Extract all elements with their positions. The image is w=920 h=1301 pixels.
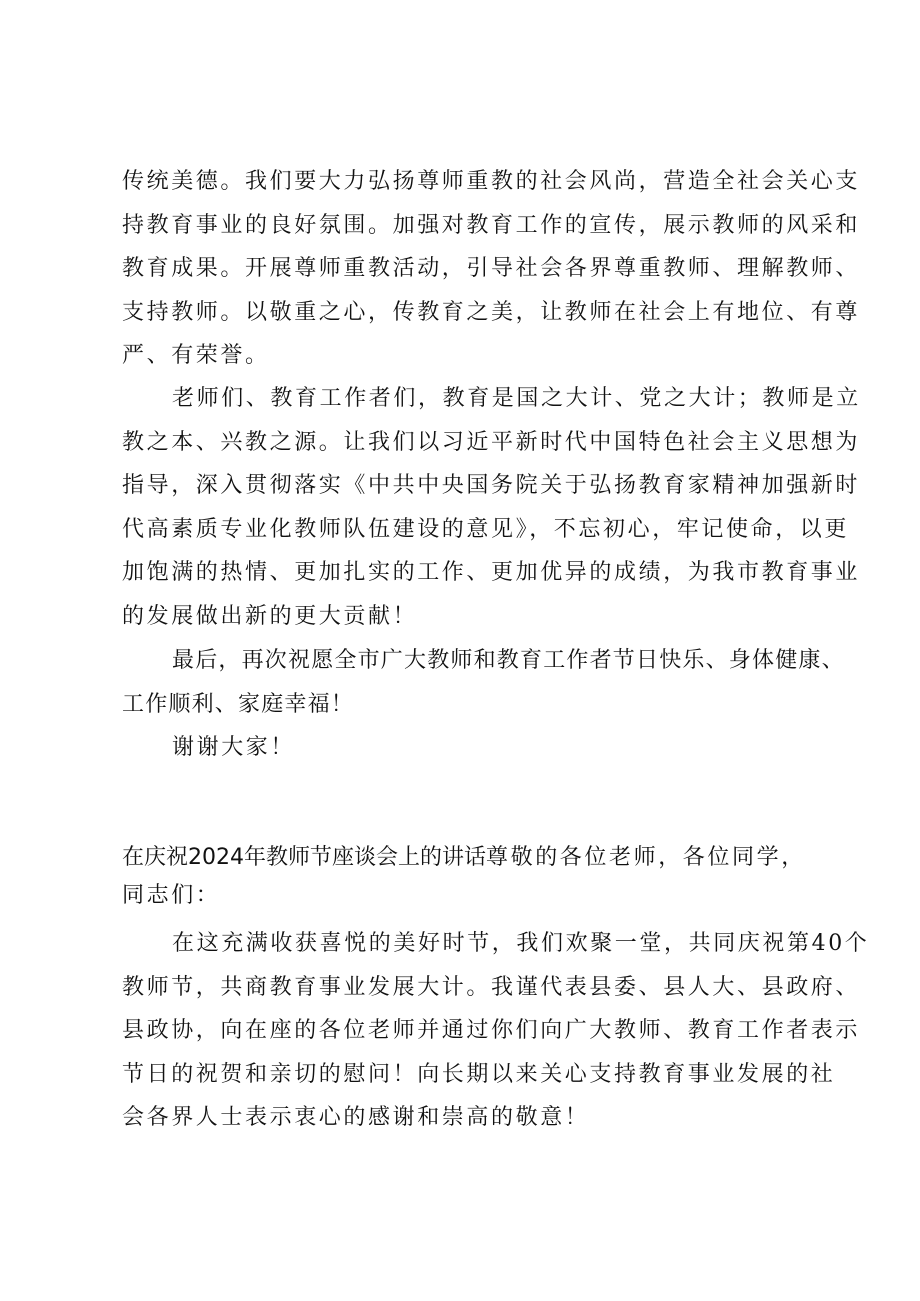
text-line: 老师们、教育工作者们，教育是国之大计、党之大计；教师是立 <box>172 386 861 411</box>
text-line: 指导，深入贯彻落实《中共中央国务院关于弘扬教育家精神加强新时 <box>122 473 861 499</box>
text-line: 传统美德。我们要大力弘扬尊师重教的社会风尚，营造全社会关心支 <box>122 169 861 194</box>
text-line: 支持教师。以敬重之心，传教育之美，让教师在社会上有地位、有尊 <box>122 299 861 325</box>
speech-title: 在庆祝2024年教师节座谈会上的讲话 <box>122 845 486 870</box>
text-line: 在这充满收获喜悦的美好时节，我们欢聚一堂，共同庆祝第40个 <box>172 931 870 956</box>
text-line: 工作顺利、家庭幸福！ <box>122 691 355 717</box>
salutation: 尊敬的各位老师，各位同学， <box>486 845 806 870</box>
text-line: 教育成果。开展尊师重教活动，引导社会各界尊重教师、理解教师、 <box>122 256 861 282</box>
text-line: 最后，再次祝愿全市广大教师和教育工作者节日快乐、身体健康、 <box>172 648 845 673</box>
text-line: 谢谢大家！ <box>172 735 296 760</box>
paragraph-teachers-day-greeting <box>122 922 870 1140</box>
salutation-continued: 同志们： <box>122 882 221 908</box>
text-line: 持教育事业的良好氛围。加强对教育工作的宣传，展示教师的风采和 <box>122 212 861 238</box>
text-line: 教师节，共商教育事业发展大计。我谨代表县委、县人大、县政府、 <box>122 974 861 1000</box>
paragraph-call-to-action <box>122 377 861 639</box>
text-line: 县政协，向在座的各位老师并通过你们向广大教师、教育工作者表示 <box>122 1018 861 1044</box>
text-line: 代高素质专业化教师队伍建设的意见》，不忘初心，牢记使命，以更 <box>122 516 850 542</box>
text-line: 的发展做出新的更大贡献！ <box>122 603 418 629</box>
paragraph-respect-teachers <box>122 160 861 378</box>
text-line: 严、有荣誉。 <box>122 343 270 369</box>
text-line: 加饱满的热情、更加扎实的工作、更加优异的成绩，为我市教育事业 <box>122 560 861 586</box>
speech-title-line <box>122 836 812 880</box>
text-line: 节日的祝贺和亲切的慰问！向长期以来关心支持教育事业发展的社 <box>122 1061 836 1087</box>
paragraph-thanks <box>122 726 812 770</box>
text-line: 会各界人士表示衷心的感谢和崇高的敬意！ <box>122 1105 590 1131</box>
speech-header <box>122 836 812 912</box>
paragraph-best-wishes <box>122 639 845 726</box>
text-line: 教之本、兴教之源。让我们以习近平新时代中国特色社会主义思想为 <box>122 429 861 455</box>
